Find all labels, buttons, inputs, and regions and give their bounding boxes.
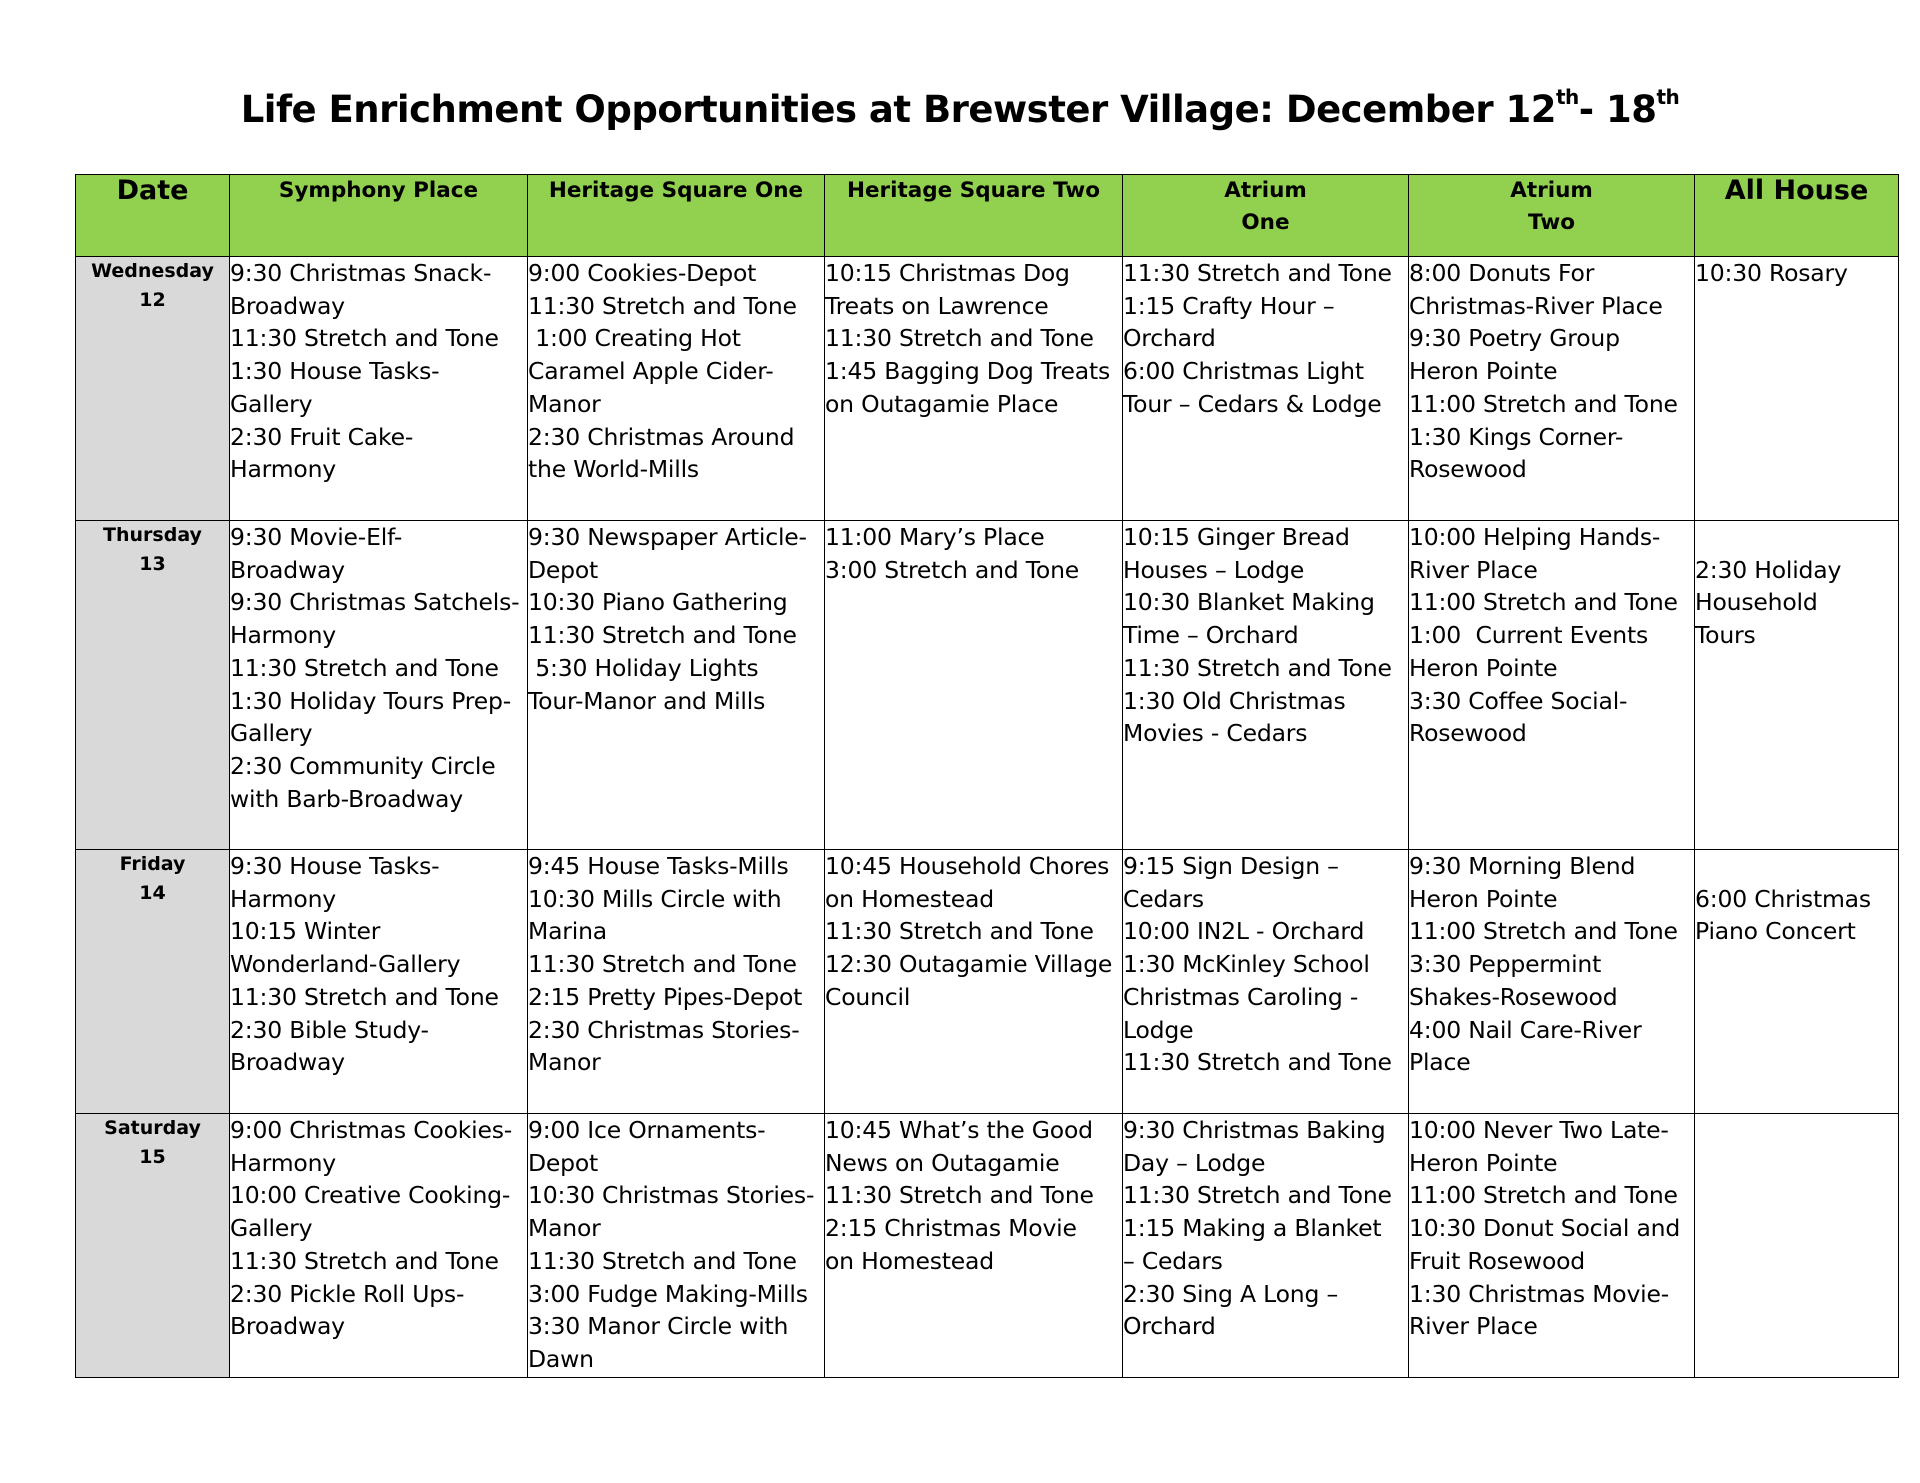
activity-line: 11:30 Stretch and Tone	[230, 324, 499, 353]
day-number: 15	[139, 1146, 166, 1168]
day-number: 14	[139, 882, 166, 904]
activity-line: Harmony	[230, 621, 336, 650]
activity-line	[1695, 850, 1898, 883]
activity-line: 11:30 Stretch and Tone	[230, 1246, 499, 1275]
activity-line: 11:30 Stretch and Tone	[825, 917, 1094, 946]
activity-cell-atrium-one	[1123, 521, 1409, 850]
activity-line: Broadway	[230, 291, 345, 320]
activity-line: Christmas-River Place	[1409, 291, 1663, 320]
activity-line: 11:00 Stretch and Tone	[1409, 1181, 1678, 1210]
activity-line: River Place	[1409, 1312, 1538, 1341]
activity-line: 10:00 Creative Cooking-	[230, 1181, 511, 1210]
schedule-table	[75, 174, 1899, 1378]
column-header-line: One	[1241, 210, 1290, 235]
activity-line: Council	[825, 982, 911, 1011]
date-cell	[76, 1114, 230, 1378]
activity-line: Heron Pointe	[1409, 1148, 1558, 1177]
activity-cell-atrium-two	[1409, 1114, 1695, 1378]
date-cell	[76, 850, 230, 1114]
activity-cell-symphony-place	[230, 850, 528, 1114]
column-header-line: All House	[1724, 175, 1869, 206]
activity-line: 2:30 Community Circle	[230, 751, 496, 780]
activity-line: 3:00 Stretch and Tone	[825, 555, 1080, 584]
activity-line: Day – Lodge	[1123, 1148, 1266, 1177]
activity-line: Treats on Lawrence	[825, 291, 1049, 320]
activity-line: Caramel Apple Cider-	[528, 357, 774, 386]
activity-line: Gallery	[230, 1214, 313, 1243]
activity-line: 9:00 Christmas Cookies-	[230, 1116, 513, 1144]
header-row	[76, 175, 1899, 257]
activity-line: Rosewood	[1409, 455, 1527, 484]
day-name: Thursday	[103, 524, 202, 546]
date-cell	[76, 257, 230, 521]
activity-line: Heron Pointe	[1409, 653, 1558, 682]
activity-line: Manor	[528, 389, 601, 418]
activity-line: 5:30 Holiday Lights	[528, 653, 759, 682]
activity-line: Shakes-Rosewood	[1409, 982, 1618, 1011]
activity-line: 1:00 Creating Hot	[528, 324, 741, 353]
activity-line: Gallery	[230, 719, 313, 748]
activity-cell-heritage-square-one	[528, 1114, 825, 1378]
column-header-symphony-place	[230, 175, 528, 257]
activity-line: 11:30 Stretch and Tone	[825, 1181, 1094, 1210]
day-row-wednesday	[76, 257, 1899, 521]
activity-line: Cedars	[1123, 884, 1204, 913]
activity-line: 1:00 Current Events	[1409, 621, 1649, 650]
schedule-body	[76, 257, 1899, 1378]
activity-line: 2:15 Christmas Movie	[825, 1214, 1077, 1243]
activity-line: 10:45 What’s the Good	[825, 1116, 1093, 1144]
column-header-all-house	[1695, 175, 1899, 257]
activity-line: Depot	[528, 1148, 599, 1177]
activity-line: 9:30 Christmas Snack-	[230, 259, 492, 287]
activity-cell-symphony-place	[230, 1114, 528, 1378]
activity-line: Tour – Cedars & Lodge	[1123, 389, 1382, 418]
activity-line: Tours	[1695, 621, 1756, 650]
activity-line: 2:30 Christmas Stories-	[528, 1015, 800, 1044]
activity-line: 10:00 IN2L - Orchard	[1123, 917, 1365, 946]
activity-line: Broadway	[230, 1312, 345, 1341]
activity-cell-atrium-two	[1409, 521, 1695, 850]
activity-line: 9:30 Christmas Baking	[1123, 1116, 1386, 1144]
activity-line: Harmony	[230, 455, 336, 484]
activity-line: 11:00 Mary’s Place	[825, 523, 1045, 551]
activity-line: Fruit Rosewood	[1409, 1246, 1586, 1275]
activity-line: 1:45 Bagging Dog Treats	[825, 357, 1111, 386]
column-header-line: Atrium	[1510, 178, 1593, 203]
activity-cell-atrium-one	[1123, 850, 1409, 1114]
activity-line: 9:30 Morning Blend	[1409, 852, 1636, 880]
activity-line: 10:15 Winter	[230, 917, 381, 946]
day-number: 13	[139, 553, 166, 575]
day-name: Friday	[119, 853, 186, 875]
activity-line	[1695, 521, 1898, 554]
title-superscript-start: th	[1555, 85, 1579, 109]
activity-line: 12:30 Outagamie Village	[825, 950, 1113, 979]
activity-line: Broadway	[230, 555, 345, 584]
activity-line: 10:00 Helping Hands-	[1409, 523, 1661, 551]
activity-line: 11:30 Stretch and Tone	[1123, 653, 1392, 682]
activity-line: Place	[1409, 1048, 1471, 1077]
column-header-date: Date	[76, 175, 230, 257]
activity-line: 10:30 Donut Social and	[1409, 1214, 1681, 1243]
activity-line: 11:00 Stretch and Tone	[1409, 917, 1678, 946]
activity-line: 2:30 Bible Study-	[230, 1015, 429, 1044]
activity-line: 11:30 Stretch and Tone	[1123, 1181, 1392, 1210]
activity-line: 1:15 Crafty Hour –	[1123, 291, 1335, 320]
activity-line: Christmas Caroling -	[1123, 982, 1359, 1011]
activity-line: 2:30 Fruit Cake-	[230, 422, 414, 451]
activity-line: 1:30 House Tasks-	[230, 357, 440, 386]
activity-line: 9:30 Christmas Satchels-	[230, 588, 520, 617]
activity-cell-all-house	[1695, 257, 1899, 521]
activity-cell-atrium-one	[1123, 257, 1409, 521]
activity-line: Piano Concert	[1695, 917, 1856, 946]
activity-cell-atrium-two	[1409, 257, 1695, 521]
activity-line: 1:15 Making a Blanket	[1123, 1214, 1382, 1243]
day-row-saturday	[76, 1114, 1899, 1378]
activity-line: 10:30 Mills Circle with	[528, 884, 782, 913]
activity-line: Movies - Cedars	[1123, 719, 1308, 748]
activity-cell-symphony-place	[230, 521, 528, 850]
activity-line: Harmony	[230, 884, 336, 913]
activity-line: 11:00 Stretch and Tone	[1409, 389, 1678, 418]
activity-line: Lodge	[1123, 1015, 1194, 1044]
activity-line: 3:30 Coffee Social-	[1409, 686, 1628, 715]
column-header-line: Symphony Place	[278, 178, 479, 203]
activity-line: 9:30 Movie-Elf-	[230, 523, 403, 551]
date-cell	[76, 521, 230, 850]
activity-line: 9:30 Poetry Group	[1409, 324, 1620, 353]
column-header-line: Two	[1528, 210, 1575, 235]
activity-line: 9:00 Ice Ornaments-	[528, 1116, 766, 1144]
activity-line: 1:30 Kings Corner-	[1409, 422, 1624, 451]
activity-line: 6:00 Christmas	[1695, 884, 1871, 913]
activity-cell-heritage-square-two	[825, 257, 1123, 521]
activity-line: with Barb-Broadway	[230, 784, 463, 813]
title-superscript-end: th	[1656, 85, 1680, 109]
activity-line: – Cedars	[1123, 1246, 1223, 1275]
activity-line: 9:30 Newspaper Article-	[528, 523, 807, 551]
activity-line: 10:45 Household Chores	[825, 852, 1110, 880]
activity-line: 11:30 Stretch and Tone	[230, 982, 499, 1011]
activity-line: on Homestead	[825, 884, 994, 913]
activity-line: News on Outagamie	[825, 1148, 1060, 1177]
activity-line: 3:00 Fudge Making-Mills	[528, 1279, 808, 1308]
activity-line: 11:30 Stretch and Tone	[528, 950, 797, 979]
activity-cell-all-house	[1695, 850, 1899, 1114]
title-main: Life Enrichment Opportunities at Brewster Village: December 12	[240, 88, 1556, 131]
activity-line: 2:30 Pickle Roll Ups-	[230, 1279, 465, 1308]
activity-line: 9:45 House Tasks-Mills	[528, 852, 789, 880]
activity-line: Heron Pointe	[1409, 884, 1558, 913]
activity-line: 8:00 Donuts For	[1409, 259, 1595, 287]
activity-line: the World-Mills	[528, 455, 699, 484]
day-row-thursday	[76, 521, 1899, 850]
activity-line: Houses – Lodge	[1123, 555, 1305, 584]
day-name: Saturday	[104, 1117, 201, 1139]
column-header-atrium-one	[1123, 175, 1409, 257]
activity-line: 11:30 Stretch and Tone	[1123, 1048, 1392, 1077]
activity-line: Household	[1695, 588, 1818, 617]
activity-line: 3:30 Manor Circle with	[528, 1312, 789, 1341]
activity-line: 10:15 Christmas Dog	[825, 259, 1070, 287]
activity-line: 6:00 Christmas Light	[1123, 357, 1364, 386]
activity-line: 9:30 House Tasks-	[230, 852, 440, 880]
activity-line: Dawn	[528, 1344, 594, 1373]
activity-line: Rosewood	[1409, 719, 1527, 748]
day-row-friday	[76, 850, 1899, 1114]
activity-line: 9:00 Cookies-Depot	[528, 259, 757, 287]
activity-line: Heron Pointe	[1409, 357, 1558, 386]
activity-cell-heritage-square-one	[528, 257, 825, 521]
activity-line: 11:30 Stretch and Tone	[230, 653, 499, 682]
activity-line: 11:30 Stretch and Tone	[528, 1246, 797, 1275]
activity-line: Gallery	[230, 389, 313, 418]
activity-line: 1:30 Old Christmas	[1123, 686, 1346, 715]
activity-line: Depot	[528, 555, 599, 584]
activity-line: Wonderland-Gallery	[230, 950, 461, 979]
activity-line: Manor	[528, 1214, 601, 1243]
activity-line: 10:30 Rosary	[1695, 259, 1848, 287]
activity-cell-all-house	[1695, 1114, 1899, 1378]
activity-line: Orchard	[1123, 324, 1216, 353]
activity-line: Time – Orchard	[1123, 621, 1299, 650]
activity-cell-heritage-square-one	[528, 850, 825, 1114]
activity-line: 10:30 Piano Gathering	[528, 588, 788, 617]
activity-line: on Outagamie Place	[825, 389, 1059, 418]
activity-cell-heritage-square-one	[528, 521, 825, 850]
activity-line: 3:30 Peppermint	[1409, 950, 1602, 979]
activity-line: 4:00 Nail Care-River	[1409, 1015, 1642, 1044]
activity-line: River Place	[1409, 555, 1538, 584]
column-header-line: Heritage Square One	[548, 178, 804, 203]
activity-line: 2:30 Christmas Around	[528, 422, 795, 451]
activity-line: 11:30 Stretch and Tone	[825, 324, 1094, 353]
activity-cell-atrium-one	[1123, 1114, 1409, 1378]
activity-line: 1:30 Holiday Tours Prep-	[230, 686, 512, 715]
activity-line: 11:30 Stretch and Tone	[528, 291, 797, 320]
activity-line: 10:00 Never Two Late-	[1409, 1116, 1669, 1144]
activity-line: 10:15 Ginger Bread	[1123, 523, 1350, 551]
activity-line: 2:15 Pretty Pipes-Depot	[528, 982, 803, 1011]
column-header-atrium-two	[1409, 175, 1695, 257]
activity-line: 11:00 Stretch and Tone	[1409, 588, 1678, 617]
activity-line: Orchard	[1123, 1312, 1216, 1341]
activity-line: 10:30 Blanket Making	[1123, 588, 1375, 617]
activity-line: 9:15 Sign Design –	[1123, 852, 1339, 880]
activity-line: 1:30 McKinley School	[1123, 950, 1370, 979]
activity-cell-atrium-two	[1409, 850, 1695, 1114]
activity-line: Harmony	[230, 1148, 336, 1177]
column-header-line: Atrium	[1224, 178, 1307, 203]
activity-line: Tour-Manor and Mills	[528, 686, 766, 715]
activity-cell-heritage-square-two	[825, 850, 1123, 1114]
activity-line: Manor	[528, 1048, 601, 1077]
activity-line: on Homestead	[825, 1246, 994, 1275]
activity-line: 2:30 Holiday	[1695, 555, 1842, 584]
column-header-line: Heritage Square Two	[846, 178, 1101, 203]
activity-cell-all-house	[1695, 521, 1899, 850]
page-title	[0, 85, 1920, 131]
activity-cell-heritage-square-two	[825, 521, 1123, 850]
activity-line: Marina	[528, 917, 607, 946]
activity-line: 1:30 Christmas Movie-	[1409, 1279, 1670, 1308]
activity-line: 11:30 Stretch and Tone	[528, 621, 797, 650]
day-name: Wednesday	[91, 260, 214, 282]
activity-line: 2:30 Sing A Long –	[1123, 1279, 1339, 1308]
activity-cell-symphony-place	[230, 257, 528, 521]
column-header-heritage-square-one	[528, 175, 825, 257]
activity-line: Broadway	[230, 1048, 345, 1077]
activity-cell-heritage-square-two	[825, 1114, 1123, 1378]
day-number: 12	[139, 289, 166, 311]
column-header-heritage-square-two	[825, 175, 1123, 257]
activity-line: 11:30 Stretch and Tone	[1123, 259, 1392, 287]
title-range: - 18	[1578, 88, 1657, 131]
activity-line: 10:30 Christmas Stories-	[528, 1181, 815, 1210]
